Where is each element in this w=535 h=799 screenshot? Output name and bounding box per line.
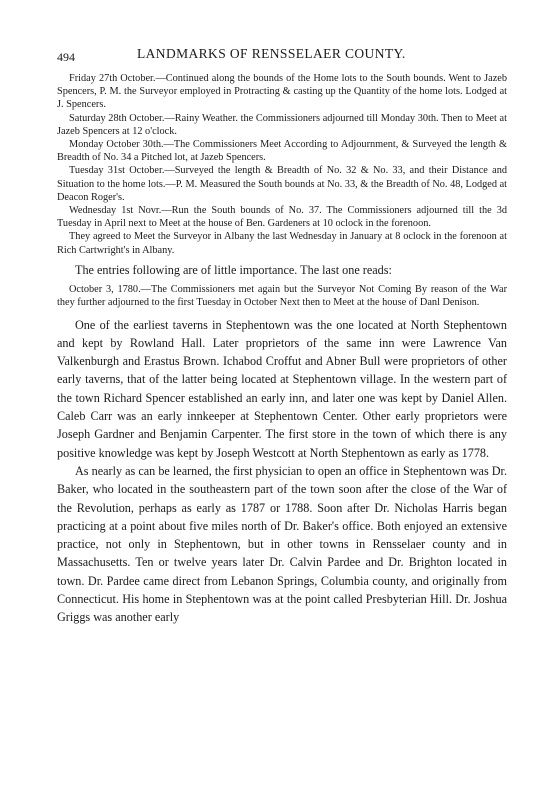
page-number: 494 bbox=[57, 50, 75, 64]
body-paragraph: One of the earliest taverns in Stephentown was the one located at North Stephentown and kept by Rowland Hall. Later proprietors of the same inn were Lawrence Van Valkenburgh and Erastus Brown. Ichabod Croffut and Abner Bull were proprietors of other early taverns, that of the latter being located at Stephentown village. In the western part of the town Richard Spencer established an early inn, and later one was kept by Daniel Allen. Caleb Carr was an early innkeeper at Stephentown Center. Other early proprietors were Joseph Gardner and Benjamin Carpenter. The first store in the town of which there is any positive knowledge was kept by Joseph Westcott at North Stephentown as early as 1778. bbox=[57, 317, 507, 460]
page-header bbox=[57, 44, 507, 66]
book-page bbox=[57, 44, 507, 627]
journal-entry: Wednesday 1st Novr.—Run the South bounds of No. 37. The Commissioners adjourned till the 3d Tuesday in April next to Meet at the house of Ben. Gardeners at 10 oclock in the forenoon. bbox=[57, 205, 507, 230]
last-entry bbox=[57, 283, 507, 309]
journal-entry: They agreed to Meet the Surveyor in Albany the last Wednesday in January at 8 oclock in the forenoon at Rich Cartwright's in Albany. bbox=[57, 231, 507, 256]
body-paragraph: As nearly as can be learned, the first physician to open an office in Stephentown was Dr. Baker, who located in the southeastern part of the town soon after the close of the War of the Revolution, perhaps as early as 1787 or 1788. Soon after Dr. Nicholas Harris began practicing at a point about five miles north of Dr. Baker's office. Both enjoyed an extensive practice, not only in Stephentown, but in other towns in Rensselaer county and in Massachusetts. Ten or twelve years later Dr. Calvin Pardee and Dr. Brighton located in town. Dr. Pardee came direct from Lebanon Springs, Columbia county, and originally from Connecticut. His home in Stephentown was at the point called Presbyterian Hill. Dr. Joshua Griggs was another early bbox=[57, 463, 507, 625]
running-head: LANDMARKS OF RENSSELAER COUNTY. bbox=[137, 46, 406, 61]
transition-paragraph: The entries following are of little importance. The last one reads: bbox=[75, 262, 392, 277]
last-journal-entry: October 3, 1780.—The Commissioners met again but the Surveyor Not Coming By reason of the War they further adjourned to the first Tuesday in October Next then to Meet at the house of Danl Denison. bbox=[57, 284, 507, 309]
journal-entry: Monday October 30th.—The Commissioners Meet According to Adjournment, & Surveyed the length & Breadth of No. 34 a Pitched lot, at Jazeb Spencers. bbox=[57, 139, 507, 164]
journal-entry: Tuesday 31st October.—Surveyed the length & Breadth of No. 32 & No. 33, and their Distance and Situation to the home lots.—P. M. Measured the South bounds at No. 33, & the Breadth of No. 48, Lodged at Deacon Roger's. bbox=[57, 165, 507, 203]
body-text bbox=[57, 316, 507, 627]
journal-entry: Saturday 28th October.—Rainy Weather. the Commissioners adjourned till Monday 30th. Then to Meet at Jazeb Spencers at 12 o'clock. bbox=[57, 112, 507, 137]
transition-text bbox=[57, 261, 507, 279]
journal-entry: Friday 27th October.—Continued along the bounds of the Home lots to the South bounds. Went to Jazeb Spencers, P. M. the Surveyor employed in Protracting & casting up the Quantity of the home lots. Lodged at J. Spencers. bbox=[57, 73, 507, 111]
journal-entries bbox=[57, 72, 507, 257]
